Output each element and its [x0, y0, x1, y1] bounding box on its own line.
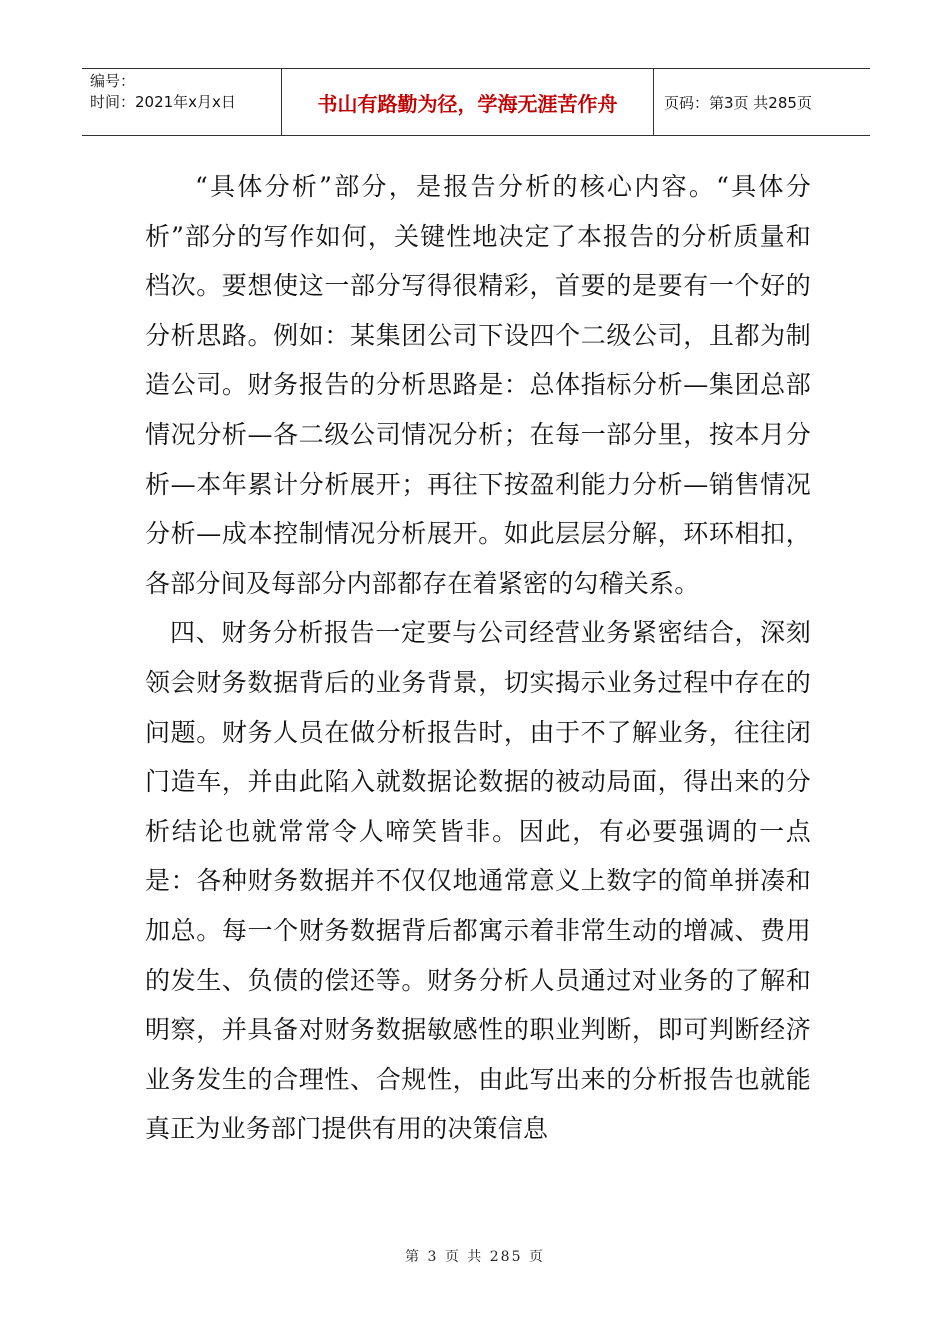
- document-header: [82, 68, 870, 136]
- page-footer: 第 3 页 共 285 页: [405, 1249, 545, 1265]
- header-motto: 书山有路勤为径，学海无涯苦作舟: [282, 69, 654, 135]
- header-page-info: 页码：第3页 共285页: [664, 93, 812, 112]
- document-time-label: 时间：2021年x月x日: [90, 93, 236, 111]
- body-paragraph-1: “具体分析”部分，是报告分析的核心内容。“具体分析”部分的写作如何，关键性地决定了本报告的分析质量和档次。要想使这一部分写得很精彩，首要的是要有一个好的分析思路。例如：某集团公司下设四个二级公司，且都为制造公司。财务报告的分析思路是：总体指标分析—集团总部情况分析—各二级公司情况分析；在每一部分里，按本月分析—本年累计分析展开；再往下按盈利能力分析—销售情况分析—成本控制情况分析展开。如此层层分解，环环相扣，各部分间及每部分内部都存在着紧密的勾稽关系。: [145, 172, 811, 598]
- document-body: [145, 162, 811, 1154]
- document-number-label: 编号：: [90, 72, 136, 90]
- header-meta-cell: [82, 69, 282, 135]
- body-paragraph-2: 四、财务分析报告一定要与公司经营业务紧密结合，深刻领会财务数据背后的业务背景，切实揭示业务过程中存在的问题。财务人员在做分析报告时，由于不了解业务，往往闭门造车，并由此陷入就数据论数据的被动局面，得出来的分析结论也就常常令人啼笑皆非。因此，有必要强调的一点是：各种财务数据并不仅仅地通常意义上数字的简单拼凑和加总。每一个财务数据背后都寓示着非常生动的增减、费用的发生、负债的偿还等。财务分析人员通过对业务的了解和明察，并具备对财务数据敏感性的职业判断，即可判断经济业务发生的合理性、合规性，由此写出来的分析报告也就能真正为业务部门提供有用的决策信息: [145, 618, 811, 1144]
